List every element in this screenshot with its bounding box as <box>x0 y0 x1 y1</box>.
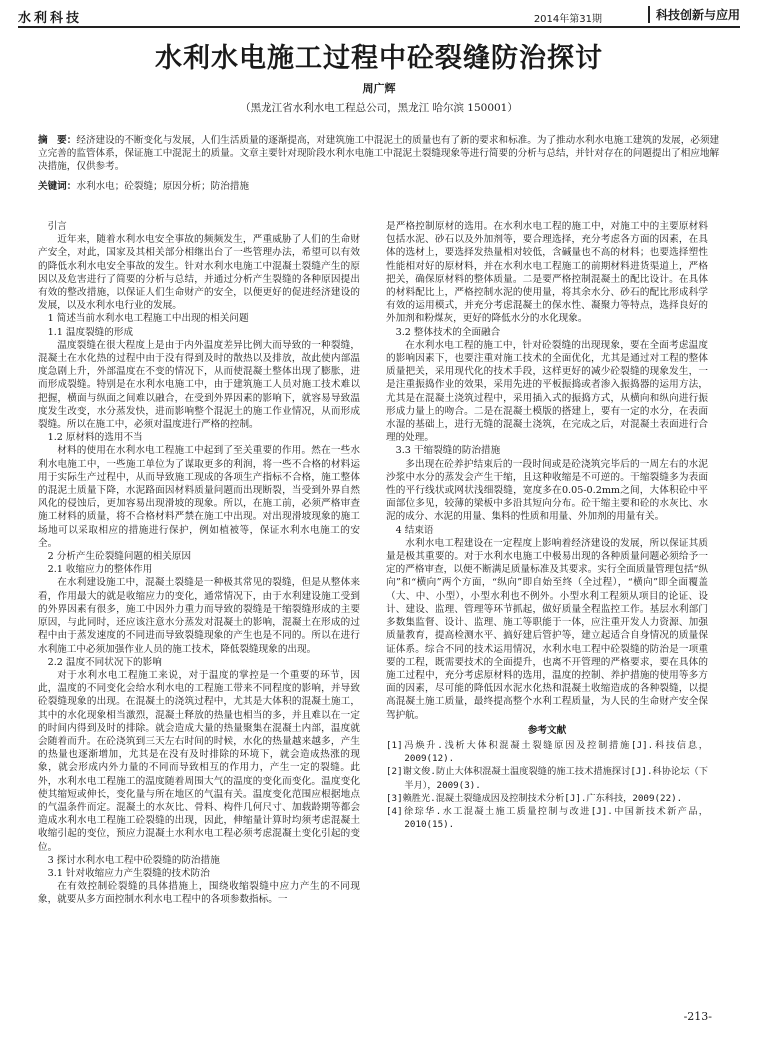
paragraph: 多出现在砼养护结束后的一段时间或是砼浇筑完毕后的一周左右的水泥沙浆中水分的蒸发会产生干缩，且这种收缩是不可逆的。干缩裂缝多为表面性的平行线状或网状浅细裂缝，宽度多在0.05-0.2mm之间，大体积砼中平面部位多见，较薄的梁板中多沿其短向分布。砼干缩主要和砼的水灰比、水泥的成分、水泥的用量、集料的性质和用量、外加剂的用量有关。 <box>386 458 708 523</box>
references-title: 参考文献 <box>527 724 567 736</box>
journal-name: 水利科技 <box>18 11 83 26</box>
right-column <box>386 220 708 1020</box>
keywords <box>38 178 720 192</box>
section-heading: 引言 <box>47 221 67 232</box>
abstract-text: 经济建设的不断变化与发展，人们生活质量的逐渐提高，对建筑施工中混泥土的质量也有了新的要求和标准。为了推动水利水电施工建筑的发展，必须建立完善的监管体系，保证施工中混泥土的质量。文章主要针对现阶段水利水电施工中混泥土裂缝现象等进行简要的分析与总结，并针对存在的问题提出了相应地解决措施，仅供参考。 <box>38 135 720 172</box>
reference-item: [4]徐琮华.水工混凝土施工质量控制与改进[J].中国新技术新产品，2010(15). <box>386 805 708 831</box>
section-heading: 2.2 温度不同状况下的影响 <box>47 656 162 668</box>
paragraph: 水利水电工程建设在一定程度上影响着经济建设的发展，所以保证其质量是极其重要的。对于水利水电施工中极易出现的各种质量问题必须给予一定的严格审查，以便不断满足质量标准及其要求。实行全面质量管理包括“纵向”和“横向”两个方面，“纵向”即自始至终（全过程），“横向”即全面覆盖（大、中、小型），小型水利也不例外。小型水利工程须从项目的论证、设计、建设、监理、管理等环节抓起，做好质量全程监控工作。基层水利部门多数集监督、设计、监理、施工等职能于一体，应注重开发人力资源、加强质量教育，提高检测水平、搞好建后管护等，建立起适合自身情况的质量保证体系。综合不同的技术运用情况，水利水电工程中砼裂缝的防治是一项重要的工程，既需要技术的全面提升，也离不开管理的严格要求，要在具体的施工过程中，充分考虑原材料的选用，温度的控制、养护措施的使用等多方面的因素，尽可能的降低因水泥水化热和混凝土收缩造成的各种裂缝，以提高混凝土施工质量，最终提高整个水利工程质量，为人民的生命财产安全保驾护航。 <box>386 537 708 721</box>
paragraph: 材料的使用在水利水电工程施工中起到了至关重要的作用。然在一些水利水电施工中，一些施工单位为了谋取更多的利润，将一些不合格的材料运用于实际生产过程中，从而导致施工现成的各项生产指标不合格，施工整体的混泥土质量下降，水泥路面因材料质量问题而出现断裂，当受到外界自然风化的侵蚀后，更加容易出现滑坡的现象。所以，在施工前，必须严格审查施工材料的质量，将不合格材料严禁在施工中出现。对出现滑坡现象的施工场地可以采取相应的措施进行保护，例如植被等，保证水利水电施工的安全。 <box>38 445 360 549</box>
section-heading: 2 分析产生砼裂缝问题的相关原因 <box>47 551 192 563</box>
section-heading: 3.1 针对收缩应力产生裂缝的技术防治 <box>47 867 210 879</box>
reference-item: [2]谢文俊.防止大体积混凝土温度裂缝的施工技术措施探讨[J].科协论坛（下半月），2009(3). <box>386 766 708 791</box>
reference-item: [1]冯焕升.浅析大体积混凝土裂缝原因及控制措施[J].科技信息，2009(12). <box>386 739 708 765</box>
issue-label: 2014年第31期 <box>533 14 602 25</box>
abstract <box>38 134 720 173</box>
paragraph: 在水利建设施工中，混凝土裂缝是一种极其常见的裂缝，但是从整体来看，作用最大的就是收缩应力的变化，通常情况下，由于水利建设施工受到的外界因素有很多，施工中因外力重力而导致的裂缝是干缩裂缝形成的主要原因，与此同时，还应该注意水分蒸发对混凝土的影响，混凝土在形成的过程中由于蒸发速度的不同进而导致裂缝现象的产生也是不同的。所以在进行水利施工中必须加强作业人员的施工技术，降低裂缝现象的出现。 <box>38 577 360 655</box>
paragraph: 对于水利水电工程施工来说，对于温度的掌控是一个重要的环节，因此，温度的不同变化会给水利水电的工程施工带来不同程度的影响，并导致砼裂缝现象的出现。在混凝土的浇筑过程中，尤其是大体积的混凝土施工，其中的水化现象相当激烈，混凝土释放的热量也相当的多，并且难以在一定的时间内得到及时的排除。就会造成大量的热量聚集在混凝土内部，温度就会随着而升。在砼浇筑到三天左右时间的时候，水化的热量越来越多，产生的热量也逐渐增加，尤其是在没有及时排除的环境下，就会造成热涨的现象，就会形成内外力量的不同而导致相互的作用力，产生一定的裂缝。此外，水利水电工程施工的温度随着周围大气的温度的变化而变化。温度变化使其缩短或伸长，变化量与所在地区的气温有关。温度变化范围应根据地点的气温条件而定。混凝土的水灰比、骨料、构件几何尺寸、加载龄期等都会造成水利水电工程施工砼裂缝的出现，因此，伸缩量计算时均须考虑混凝土收缩引起的变位，预应力混凝土水利水电工程必须考虑混凝土变化引起的变位。 <box>38 669 360 853</box>
section-label: 科技创新与应用 <box>648 6 740 23</box>
paper-title: 水利水电施工过程中砼裂缝防治探讨 <box>155 43 603 74</box>
section-heading: 1 简述当前水利水电工程施工中出现的相关问题 <box>47 313 249 325</box>
section-heading: 1.1 温度裂缝的形成 <box>47 326 134 338</box>
author: 周广辉 <box>362 82 396 95</box>
left-column <box>38 220 360 1020</box>
paragraph: 在有效控制砼裂缝的具体措施上，围绕收缩裂缝中应力产生的不同现象，就要从多方面控制水利水电工程中的各项参数指标。一 <box>38 881 360 906</box>
paragraph: 是严格控制原材的选用。在水利水电工程的施工中，对施工中的主要原材料包括水泥、砂石以及外加剂等，要合理选择，充分考虑各方面的因素，在具体的选材上，要选择发热量相对较低，含碱量也不高的材料；也要选择塑性性能相对好的原材料，并在水利水电工程施工的前期材料进货渠道上，严格把关，确保原材料的整体质量。二是要严格控制混凝土的配比设计。在具体的材料配比上，严格控制水泥的使用量，将其余水分、砂石的配比形成科学有效的运用模式，并充分考虑混凝土的保水性、凝聚力等特点，选择良好的外加剂和粉煤灰，更好的降低水分的水化现象。 <box>386 221 708 325</box>
section-heading: 3.2 整体技术的全面融合 <box>395 326 501 338</box>
paragraph: 温度裂缝在很大程度上是由于内外温度差异比例大而导致的一种裂缝，混凝土在水化热的过程中由于没有得到及时的散热以及排放，故此使内部温度急剧上升，外部温度在不变的情况下，从而使混凝土整体出现了膨胀，进而形成裂缝。特别是在水利水电施工中，由于建筑施工人员对施工技术难以把握，横面与纵面之间难以融合，在受到外界因素的影响下，就容易导致温度发生改变，水分蒸发快，进而影响整个混泥土的施工作业情况，从而形成裂缝。所以在施工中，必须对温度进行严格的控制。 <box>38 339 360 431</box>
section-heading: 3 探讨水利水电工程中砼裂缝的防治措施 <box>47 854 220 866</box>
keywords-text: 水利水电；砼裂缝；原因分析；防治措施 <box>76 181 250 192</box>
abstract-label: 摘 要： <box>38 135 77 146</box>
keywords-label: 关键词： <box>38 181 77 192</box>
section-heading: 3.3 干缩裂缝的防治措施 <box>395 445 501 457</box>
paragraph: 在水利水电工程的施工中，针对砼裂缝的出现现象，要在全面考虑温度的影响因素下，也要注重对施工技术的全面优化，尤其是通过对工程的整体质量把关，采用现代化的技术手段，这样更好的减少砼裂缝的现象发生，一是注重振捣作业的效果，采用先进的平板振捣或者渗入振捣器的运用方法，尤其是在混凝土浇筑过程中，采用插入式的振捣方式，从横向和纵向进行振形成力量上的吻合。二是在混凝土模版的搭建上，要有一定的水分，在表面水湿的基础上，进行无缝的混凝土浇筑，在完成之后，对混凝土表面进行合理的处理。 <box>386 339 708 444</box>
running-header <box>18 6 740 28</box>
section-heading: 4 结束语 <box>395 524 434 536</box>
paragraph: 近年来，随着水利水电安全事故的频频发生，严重威胁了人们的生命财产安全，对此，国家及其相关部分相继出台了一些管理办法，希望可以有效的降低水利水电安全事故的发生。针对水利水电施工中混凝土裂缝产生的原因以及危害进行了简要的分析与总结，并通过分析产生裂缝的各种原因提出有效的整改措施，以保证人们生命财产的安全，以便更好的促进经济建设的发展，以及水利水电行业的发展。 <box>38 234 360 312</box>
section-heading: 2.1 收缩应力的整体作用 <box>47 564 153 576</box>
page-number: -213- <box>683 1010 712 1023</box>
affiliation: （黑龙江省水利水电工程总公司，黑龙江 哈尔滨 150001） <box>240 102 518 114</box>
section-heading: 1.2 原材料的选用不当 <box>47 432 143 444</box>
reference-item: [3]赖胜光.混凝土裂缝成因及控制技术分析[J].广东科技，2009(22). <box>386 792 683 804</box>
